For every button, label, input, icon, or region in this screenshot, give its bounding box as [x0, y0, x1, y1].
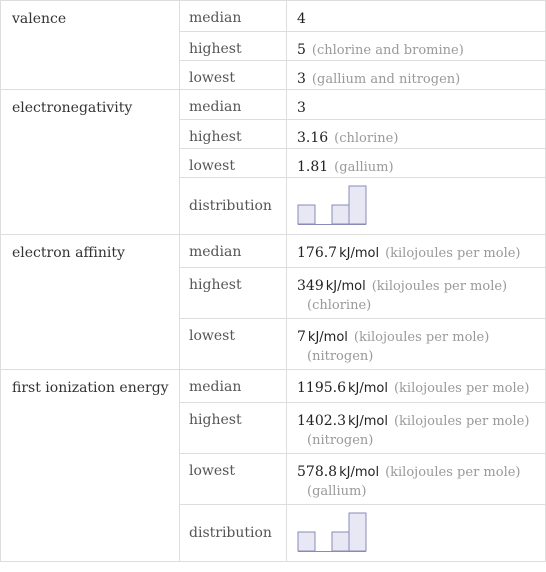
row-label: lowest	[180, 61, 287, 90]
property-electron-affinity: electron affinity	[1, 235, 180, 370]
row-label: lowest	[180, 454, 287, 505]
property-first-ionization-energy: first ionization energy	[1, 370, 180, 562]
histogram-bar	[349, 513, 366, 551]
histogram-bar	[332, 205, 349, 224]
row-value: 1.81 (gallium)	[287, 149, 546, 178]
histogram-bar	[298, 532, 315, 551]
row-value: 349 kJ/mol (kilojoules per mole) (chlorine)	[287, 268, 546, 319]
row-label: lowest	[180, 319, 287, 370]
row-value: 3.16 (chlorine)	[287, 120, 546, 149]
row-value: 1195.6 kJ/mol (kilojoules per mole)	[287, 370, 546, 403]
distribution-cell	[287, 178, 546, 235]
distribution-cell	[287, 505, 546, 562]
property-electronegativity: electronegativity	[1, 90, 180, 235]
row-label: lowest	[180, 149, 287, 178]
row-label: median	[180, 1, 287, 32]
row-value: 5 (chlorine and bromine)	[287, 32, 546, 61]
row-value: 4	[287, 1, 546, 32]
row-label: distribution	[180, 505, 287, 562]
row-label: median	[180, 90, 287, 120]
row-value: 578.8 kJ/mol (kilojoules per mole) (gallium)	[287, 454, 546, 505]
row-label: highest	[180, 268, 287, 319]
histogram-bar	[298, 205, 315, 224]
electronegativity-histogram	[297, 184, 377, 228]
row-value: 3	[287, 90, 546, 120]
row-label: highest	[180, 403, 287, 454]
property-valence: valence	[1, 1, 180, 90]
histogram-bar	[332, 532, 349, 551]
histogram-bar	[349, 186, 366, 224]
ionization-energy-histogram	[297, 511, 377, 555]
row-value: 7 kJ/mol (kilojoules per mole) (nitrogen)	[287, 319, 546, 370]
row-value: 176.7 kJ/mol (kilojoules per mole)	[287, 235, 546, 268]
row-label: highest	[180, 120, 287, 149]
row-value: 1402.3 kJ/mol (kilojoules per mole) (nitrogen)	[287, 403, 546, 454]
row-label: median	[180, 370, 287, 403]
row-value: 3 (gallium and nitrogen)	[287, 61, 546, 90]
row-label: distribution	[180, 178, 287, 235]
row-label: highest	[180, 32, 287, 61]
row-label: median	[180, 235, 287, 268]
